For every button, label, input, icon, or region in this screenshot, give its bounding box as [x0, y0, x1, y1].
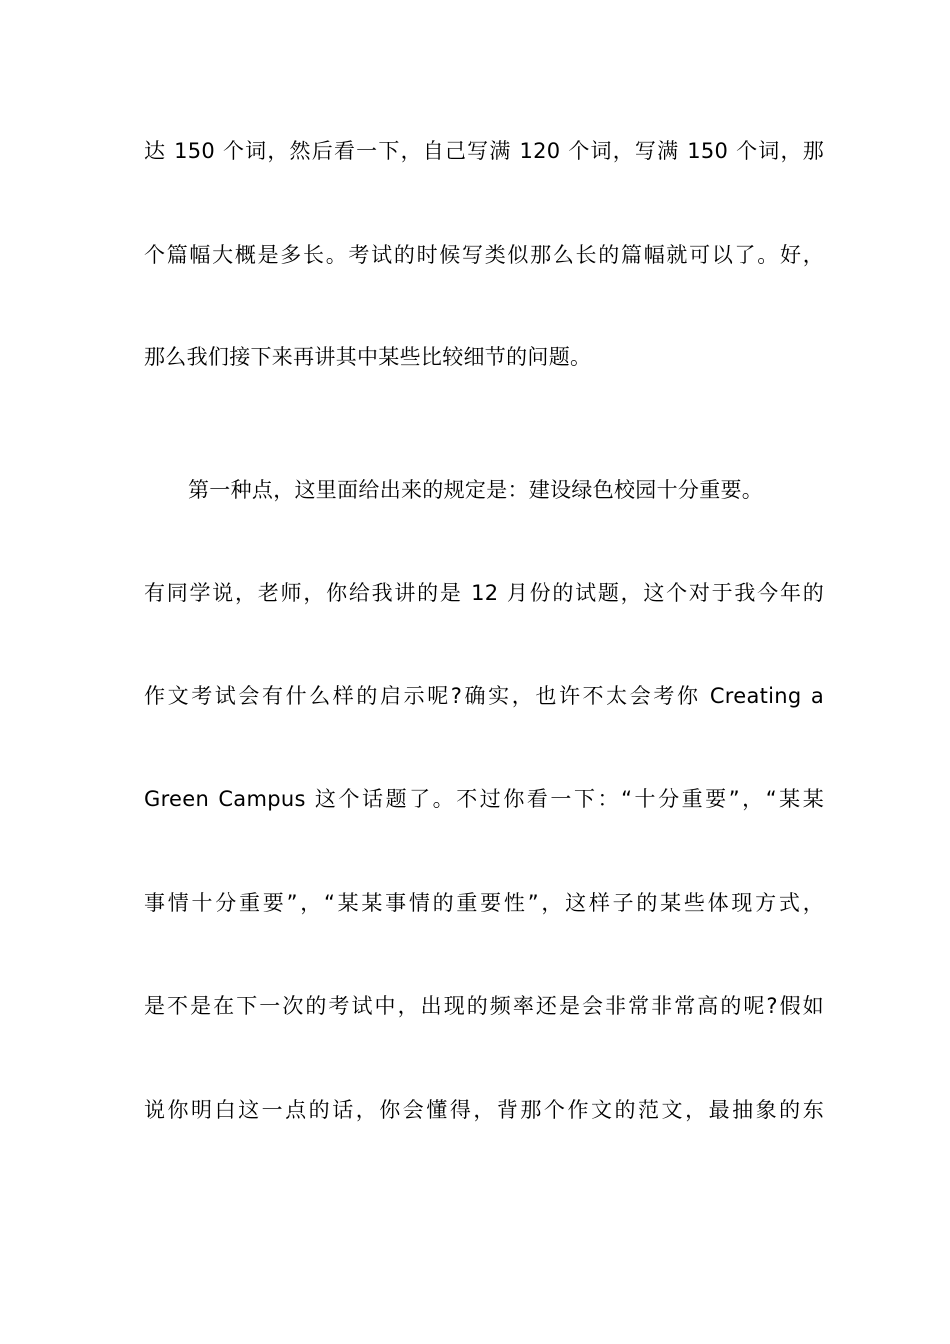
paragraph-2-line-2: 有同学说，老师，你给我讲的是 12 月份的试题，这个对于我今年的	[144, 581, 824, 605]
paragraph-1-line-3: 那么我们接下来再讲其中某些比较细节的问题。	[144, 345, 592, 369]
paragraph-2-line-3: 作文考试会有什么样的启示呢?确实，也许不太会考你 Creating a	[144, 684, 824, 708]
paragraph-1-line-2: 个篇幅大概是多长。考试的时候写类似那么长的篇幅就可以了。好，	[144, 243, 824, 267]
paragraph-2-line-7: 说你明白这一点的话，你会懂得，背那个作文的范文，最抽象的东	[144, 1098, 824, 1122]
paragraph-2-line-6: 是不是在下一次的考试中，出现的频率还是会非常非常高的呢?假如	[144, 994, 824, 1018]
paragraph-2-line-1: 第一种点，这里面给出来的规定是：建设绿色校园十分重要。	[188, 478, 764, 502]
paragraph-1-line-1: 达 150 个词，然后看一下，自己写满 120 个词，写满 150 个词，那	[144, 139, 824, 163]
paragraph-2-line-5: 事情十分重要”，“某某事情的重要性”，这样子的某些体现方式，	[144, 891, 824, 915]
paragraph-2-line-4: Green Campus 这个话题了。不过你看一下：“十分重要”，“某某	[144, 787, 824, 811]
